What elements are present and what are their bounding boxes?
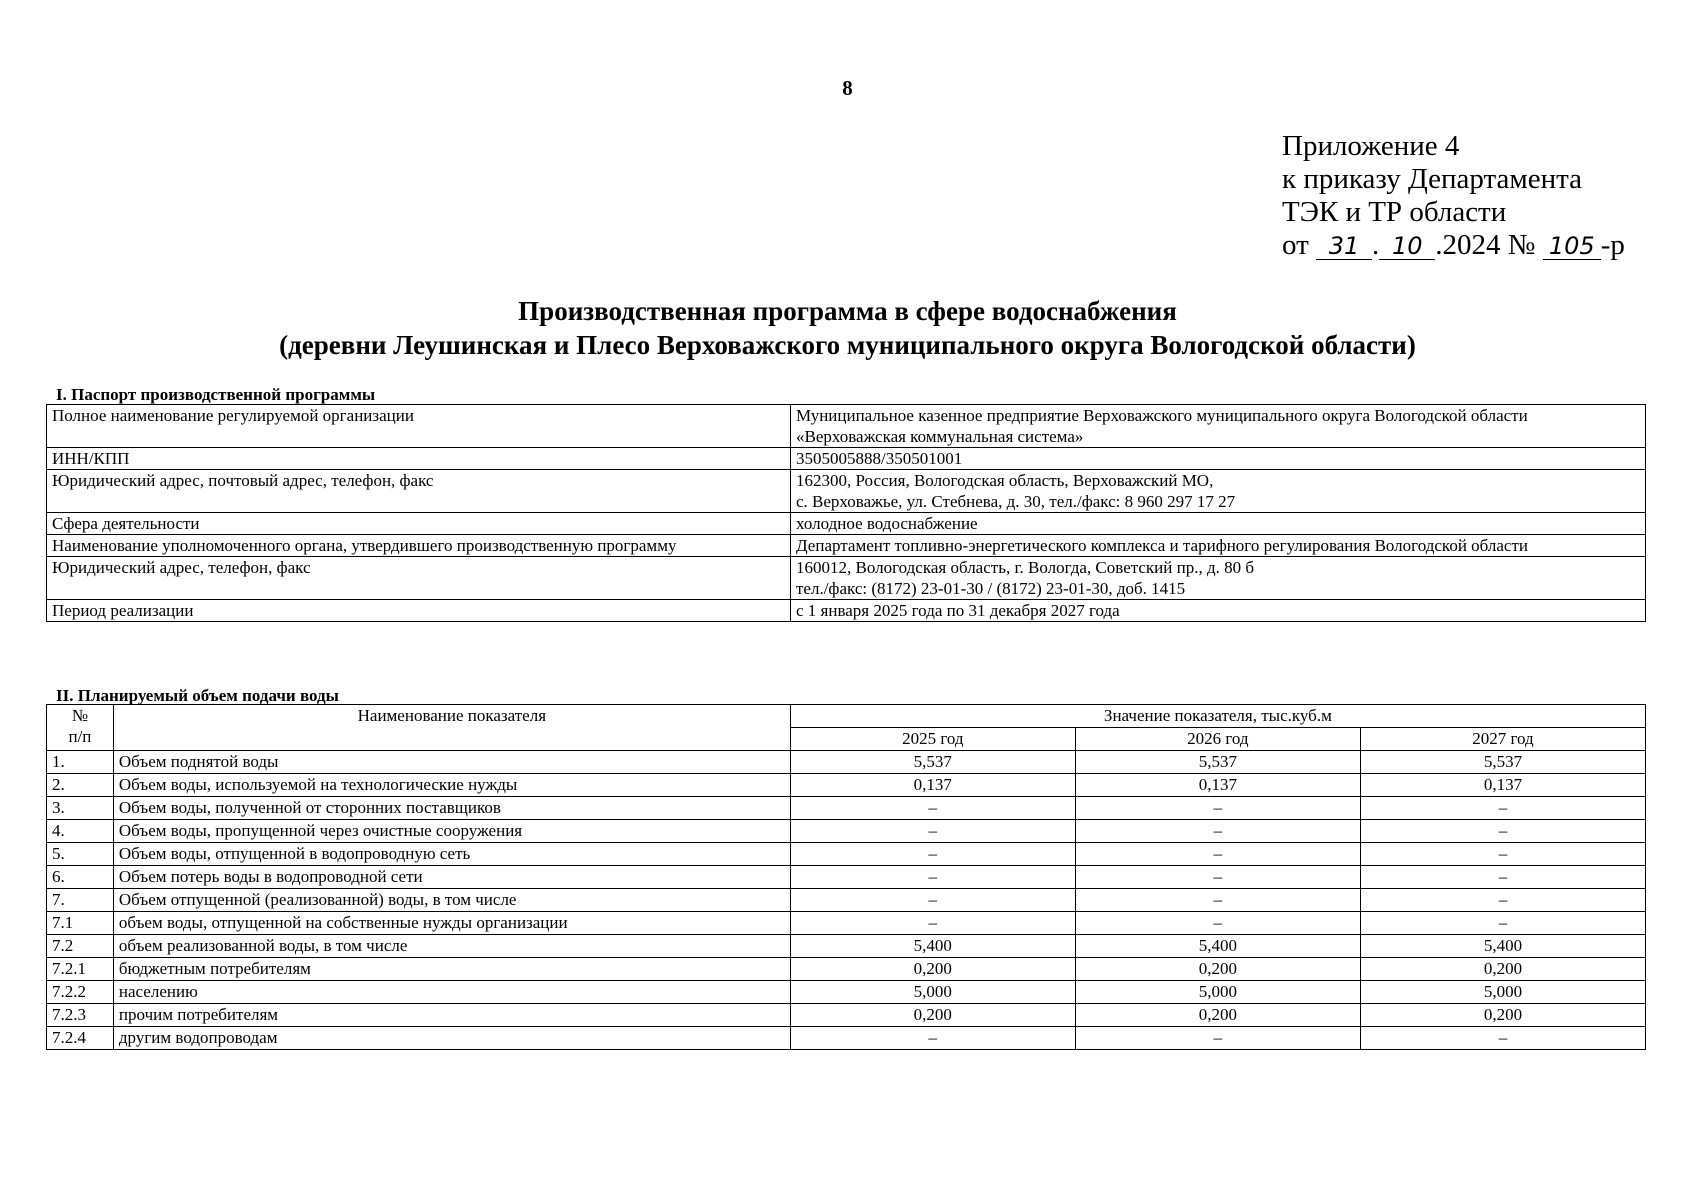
value-2027: 0,137 xyxy=(1360,774,1645,797)
passport-value-line: 162300, Россия, Вологодская область, Верховажский МО, xyxy=(796,471,1214,490)
row-indicator-name: Объем воды, полученной от сторонних поставщиков xyxy=(113,797,790,820)
table-row xyxy=(47,958,1646,981)
value-2025: – xyxy=(790,866,1075,889)
order-suffix: -р xyxy=(1600,229,1625,261)
handwritten-day: 31 xyxy=(1316,233,1372,260)
passport-row xyxy=(47,535,1646,557)
date-year-and-number-sign: .2024 № xyxy=(1435,229,1536,261)
row-indicator-name: Объем воды, используемой на технологические нужды xyxy=(113,774,790,797)
row-number: 4. xyxy=(47,820,114,843)
value-2026: – xyxy=(1075,797,1360,820)
passport-row xyxy=(47,513,1646,535)
value-2026: 5,400 xyxy=(1075,935,1360,958)
value-2025: – xyxy=(790,889,1075,912)
value-2026: – xyxy=(1075,889,1360,912)
header-number-sign: № xyxy=(71,706,89,725)
date-separator: . xyxy=(1372,229,1380,261)
value-2027: – xyxy=(1360,912,1645,935)
passport-label: Период реализации xyxy=(47,600,791,622)
value-2027: – xyxy=(1360,843,1645,866)
row-number: 5. xyxy=(47,843,114,866)
row-indicator-name: населению xyxy=(113,981,790,1004)
row-number: 7. xyxy=(47,889,114,912)
value-2025: – xyxy=(790,797,1075,820)
appendix-date-line xyxy=(1282,229,1625,262)
passport-row xyxy=(47,557,1646,600)
value-2027: – xyxy=(1360,1027,1645,1050)
value-2027: – xyxy=(1360,797,1645,820)
handwritten-month: 10 xyxy=(1379,233,1435,260)
value-2026: 0,137 xyxy=(1075,774,1360,797)
section-2-heading: II. Планируемый объем подачи воды xyxy=(56,686,339,705)
row-indicator-name: другим водопроводам xyxy=(113,1027,790,1050)
value-2025: – xyxy=(790,843,1075,866)
table-row xyxy=(47,820,1646,843)
row-number: 3. xyxy=(47,797,114,820)
value-2025: 0,137 xyxy=(790,774,1075,797)
value-2025: 5,400 xyxy=(790,935,1075,958)
table-row xyxy=(47,1027,1646,1050)
row-indicator-name: объем воды, отпущенной на собственные нужды организации xyxy=(113,912,790,935)
table-row xyxy=(47,843,1646,866)
row-indicator-name: Объем отпущенной (реализованной) воды, в том числе xyxy=(113,889,790,912)
passport-value-line: Муниципальное казенное предприятие Верховажского муниципального округа Вологодской области «Верховажская коммунальная система» xyxy=(796,406,1528,446)
value-2027: – xyxy=(1360,866,1645,889)
document-title xyxy=(0,294,1695,362)
value-2025: 5,000 xyxy=(790,981,1075,1004)
row-number: 7.1 xyxy=(47,912,114,935)
value-2025: 5,537 xyxy=(790,751,1075,774)
header-number xyxy=(47,705,114,751)
passport-value-line: 3505005888/350501001 xyxy=(796,449,963,468)
header-indicator-name: Наименование показателя xyxy=(113,705,790,751)
appendix-line-1: Приложение 4 xyxy=(1282,130,1460,162)
value-2026: – xyxy=(1075,843,1360,866)
header-value-group: Значение показателя, тыс.куб.м xyxy=(790,705,1645,728)
value-2026: – xyxy=(1075,912,1360,935)
passport-row xyxy=(47,600,1646,622)
row-number: 7.2.3 xyxy=(47,1004,114,1027)
row-number: 2. xyxy=(47,774,114,797)
header-year-2026: 2026 год xyxy=(1075,728,1360,751)
value-2027: 5,400 xyxy=(1360,935,1645,958)
row-indicator-name: Объем поднятой воды xyxy=(113,751,790,774)
water-volume-table xyxy=(46,704,1646,1050)
passport-label: Наименование уполномоченного органа, утвердившего производственную программу xyxy=(47,535,791,557)
table-header-row xyxy=(47,705,1646,728)
passport-value xyxy=(791,513,1646,535)
passport-table xyxy=(46,404,1646,622)
date-prefix: от xyxy=(1282,229,1309,261)
row-indicator-name: Объем воды, отпущенной в водопроводную сеть xyxy=(113,843,790,866)
passport-value xyxy=(791,557,1646,600)
passport-value-line: тел./факс: (8172) 23-01-30 / (8172) 23-01-30, доб. 1415 xyxy=(796,579,1186,598)
value-2026: – xyxy=(1075,820,1360,843)
passport-value-line: холодное водоснабжение xyxy=(796,514,978,533)
appendix-line-3: ТЭК и ТР области xyxy=(1282,196,1507,228)
passport-value xyxy=(791,448,1646,470)
header-year-2027: 2027 год xyxy=(1360,728,1645,751)
passport-value xyxy=(791,600,1646,622)
passport-value-line: с. Верховажье, ул. Стебнева, д. 30, тел./факс: 8 960 297 17 27 xyxy=(796,492,1236,511)
passport-value-line: с 1 января 2025 года по 31 декабря 2027 года xyxy=(796,601,1120,620)
value-2025: – xyxy=(790,1027,1075,1050)
row-indicator-name: Объем потерь воды в водопроводной сети xyxy=(113,866,790,889)
row-number: 7.2.4 xyxy=(47,1027,114,1050)
table-row xyxy=(47,912,1646,935)
row-number: 7.2 xyxy=(47,935,114,958)
title-line-1: Производственная программа в сфере водоснабжения xyxy=(518,296,1177,326)
page-number: 8 xyxy=(842,76,853,100)
value-2027: – xyxy=(1360,820,1645,843)
passport-row xyxy=(47,448,1646,470)
table-row xyxy=(47,866,1646,889)
value-2026: 5,000 xyxy=(1075,981,1360,1004)
value-2027: 0,200 xyxy=(1360,958,1645,981)
passport-value-line: Департамент топливно-энергетического комплекса и тарифного регулирования Вологодской области xyxy=(796,536,1528,555)
header-year-2025: 2025 год xyxy=(790,728,1075,751)
passport-label: ИНН/КПП xyxy=(47,448,791,470)
table-row xyxy=(47,751,1646,774)
value-2027: 5,000 xyxy=(1360,981,1645,1004)
value-2027: – xyxy=(1360,889,1645,912)
value-2027: 5,537 xyxy=(1360,751,1645,774)
table-row xyxy=(47,774,1646,797)
value-2026: 5,537 xyxy=(1075,751,1360,774)
table-row xyxy=(47,797,1646,820)
section-1-heading: I. Паспорт производственной программы xyxy=(56,385,376,404)
passport-label: Юридический адрес, телефон, факс xyxy=(47,557,791,600)
row-indicator-name: Объем воды, пропущенной через очистные сооружения xyxy=(113,820,790,843)
appendix-block xyxy=(1282,130,1625,262)
title-line-2: (деревни Леушинская и Плесо Верховажского муниципального округа Вологодской области) xyxy=(279,330,1416,360)
table-row xyxy=(47,889,1646,912)
row-indicator-name: бюджетным потребителям xyxy=(113,958,790,981)
row-indicator-name: объем реализованной воды, в том числе xyxy=(113,935,790,958)
row-number: 6. xyxy=(47,866,114,889)
passport-row xyxy=(47,470,1646,513)
handwritten-order-number: 105 xyxy=(1543,233,1601,260)
row-number: 7.2.2 xyxy=(47,981,114,1004)
row-number: 7.2.1 xyxy=(47,958,114,981)
value-2025: – xyxy=(790,912,1075,935)
passport-label: Сфера деятельности xyxy=(47,513,791,535)
table-row xyxy=(47,1004,1646,1027)
value-2025: – xyxy=(790,820,1075,843)
header-number-pp: п/п xyxy=(68,727,92,746)
value-2027: 0,200 xyxy=(1360,1004,1645,1027)
passport-label: Полное наименование регулируемой организации xyxy=(47,405,791,448)
passport-label: Юридический адрес, почтовый адрес, телефон, факс xyxy=(47,470,791,513)
row-number: 1. xyxy=(47,751,114,774)
passport-row xyxy=(47,405,1646,448)
value-2026: 0,200 xyxy=(1075,1004,1360,1027)
value-2026: – xyxy=(1075,1027,1360,1050)
appendix-line-2: к приказу Департамента xyxy=(1282,163,1583,195)
table-row xyxy=(47,981,1646,1004)
passport-value xyxy=(791,535,1646,557)
passport-value xyxy=(791,405,1646,448)
table-row xyxy=(47,935,1646,958)
value-2026: – xyxy=(1075,866,1360,889)
passport-value xyxy=(791,470,1646,513)
value-2025: 0,200 xyxy=(790,958,1075,981)
value-2026: 0,200 xyxy=(1075,958,1360,981)
row-indicator-name: прочим потребителям xyxy=(113,1004,790,1027)
value-2025: 0,200 xyxy=(790,1004,1075,1027)
passport-value-line: 160012, Вологодская область, г. Вологда, Советский пр., д. 80 б xyxy=(796,558,1255,577)
